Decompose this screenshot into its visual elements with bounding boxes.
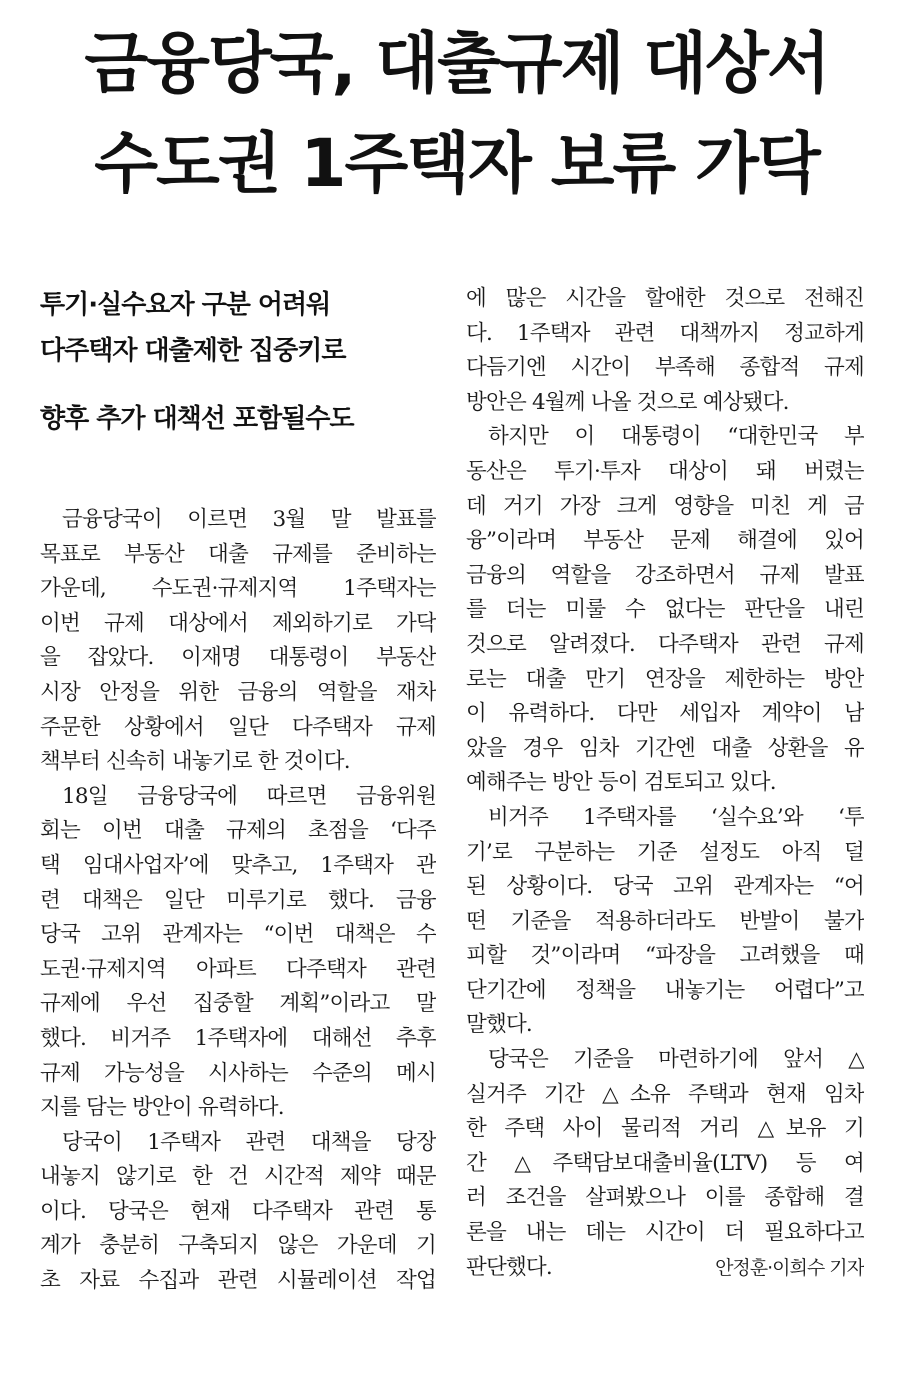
body-text-line: 피할 것”이라며 “파장을 고려했을 때	[466, 943, 864, 969]
body-text-line: 말했다.	[466, 1012, 532, 1038]
body-text-line: 규제에 우선 집중할 계획”이라고 말	[40, 991, 436, 1017]
body-text-line: 금융당국이 이르면 3월 말 발표를	[62, 507, 436, 532]
body-text-line: 목표로 부동산 대출 규제를 준비하는	[40, 541, 436, 567]
closing-text: 판단했다.	[466, 1254, 552, 1280]
body-text-line: 규제 가능성을 시사하는 수준의 메시	[40, 1060, 436, 1086]
body-text-line: 를 더는 미룰 수 없다는 판단을 내린	[466, 597, 864, 623]
body-text-line: 다. 1주택자 관련 대책까지 정교하게	[466, 320, 864, 346]
body-text-line: 실거주 기간 △소유 주택과 현재 임차	[466, 1081, 864, 1107]
body-text-line: 당국이 1주택자 관련 대책을 당장	[62, 1129, 436, 1155]
body-text-line: 한 주택 사이 물리적 거리 △보유 기	[466, 1116, 864, 1142]
headline-line-1: 금융당국, 대출규제 대상서	[84, 25, 829, 102]
body-text-line: 을 잡았다. 이재명 대통령이 부동산	[40, 645, 436, 671]
body-text-line: 당국 고위 관계자는 “이번 대책은 수	[40, 922, 436, 948]
body-text-line: 다듬기엔 시간이 부족해 종합적 규제	[466, 355, 864, 381]
body-text-line: 했다. 비거주 1주택자에 대해선 추후	[40, 1025, 436, 1051]
body-text-line: 하지만 이 대통령이 “대한민국 부	[488, 424, 864, 450]
body-text-line: 계가 충분히 구축되지 않은 가운데 기	[40, 1233, 436, 1259]
body-text-line: 이번 규제 대상에서 제외하기로 가닥	[40, 610, 436, 636]
body-text-line: 회는 이번 대출 규제의 초점을 ‘다주	[40, 818, 436, 844]
body-text-line: 방안은 4월께 나올 것으로 예상됐다.	[466, 389, 789, 415]
article-column-left	[40, 503, 436, 1299]
body-text-line: 도권·규제지역 아파트 다주택자 관련	[40, 956, 436, 982]
body-text-line: 지를 담는 방안이 유력하다.	[40, 1095, 284, 1121]
body-text-line: 에 많은 시간을 할애한 것으로 전해진	[466, 286, 864, 311]
body-text-line: 비거주 1주택자를 ‘실수요’와 ‘투	[488, 804, 864, 830]
body-text-line: 주문한 상황에서 일단 다주택자 규제	[40, 714, 436, 740]
body-text-line: 이 유력하다. 다만 세입자 계약이 남	[466, 701, 864, 727]
body-text-line: 18일 금융당국에 따르면 금융위원	[62, 783, 436, 809]
body-text-line: 융”이라며 부동산 문제 해결에 있어	[466, 528, 864, 554]
body-text-line: 데 거기 가장 크게 영향을 미친 게 금	[466, 493, 864, 519]
body-text-line: 이다. 당국은 현재 다주택자 관련 통	[40, 1198, 436, 1224]
body-text-line: 책부터 신속히 내놓기로 한 것이다.	[40, 749, 350, 775]
body-text-line: 택 임대사업자’에 맞추고, 1주택자 관	[40, 852, 436, 878]
body-text-line: 간 △주택담보대출비율(LTV) 등 여	[466, 1150, 864, 1176]
body-text-line: 동산은 투기·투자 대상이 돼 버렸는	[466, 458, 864, 484]
body-text-line: 금융의 역할을 강조하면서 규제 발표	[466, 562, 864, 588]
body-text-line: 로는 대출 만기 연장을 제한하는 방안	[466, 666, 864, 692]
subheadings	[40, 282, 436, 442]
article-column-right	[466, 282, 864, 1285]
headline	[0, 14, 913, 214]
body-text-line: 단기간에 정책을 내놓기는 어렵다”고	[466, 977, 864, 1003]
body-text-line: 예해주는 방안 등이 검토되고 있다.	[466, 770, 776, 796]
body-text-line: 론을 내는 데는 시간이 더 필요하다고	[466, 1220, 864, 1246]
byline: 안정훈·이희수 기자	[715, 1256, 864, 1279]
body-text-line: 시장 안정을 위한 금융의 역할을 재차	[40, 679, 436, 705]
body-text-line: 련 대책은 일단 미루기로 했다. 금융	[40, 887, 436, 913]
headline-line-2: 수도권 1주택자 보류 가닥	[94, 125, 819, 202]
body-text-line: 기’로 구분하는 기준 설정도 아직 덜	[466, 839, 864, 865]
body-text-line: 러 조건을 살펴봤으나 이를 종합해 결	[466, 1185, 864, 1211]
body-text-line: 것으로 알려졌다. 다주택자 관련 규제	[466, 631, 864, 657]
body-text-line: 가운데, 수도권·규제지역 1주택자는	[40, 576, 436, 602]
subheading-3: 향후 추가 대책선 포함될수도	[40, 404, 354, 434]
body-text-line: 된 상황이다. 당국 고위 관계자는 “어	[466, 874, 864, 900]
body-text-line: 았을 경우 임차 기간엔 대출 상환을 유	[466, 735, 864, 761]
closing-row	[466, 1251, 864, 1286]
body-text-line: 떤 기준을 적용하더라도 반발이 불가	[466, 908, 864, 934]
body-text-line: 당국은 기준을 마련하기에 앞서 △	[488, 1047, 864, 1073]
body-text-line: 내놓지 않기로 한 건 시간적 제약 때문	[40, 1164, 436, 1190]
subheading-1: 투기·실수요자 구분 어려워	[40, 290, 331, 320]
body-text-line: 초 자료 수집과 관련 시뮬레이션 작업	[40, 1268, 436, 1294]
subheading-2: 다주택자 대출제한 집중키로	[40, 336, 346, 366]
